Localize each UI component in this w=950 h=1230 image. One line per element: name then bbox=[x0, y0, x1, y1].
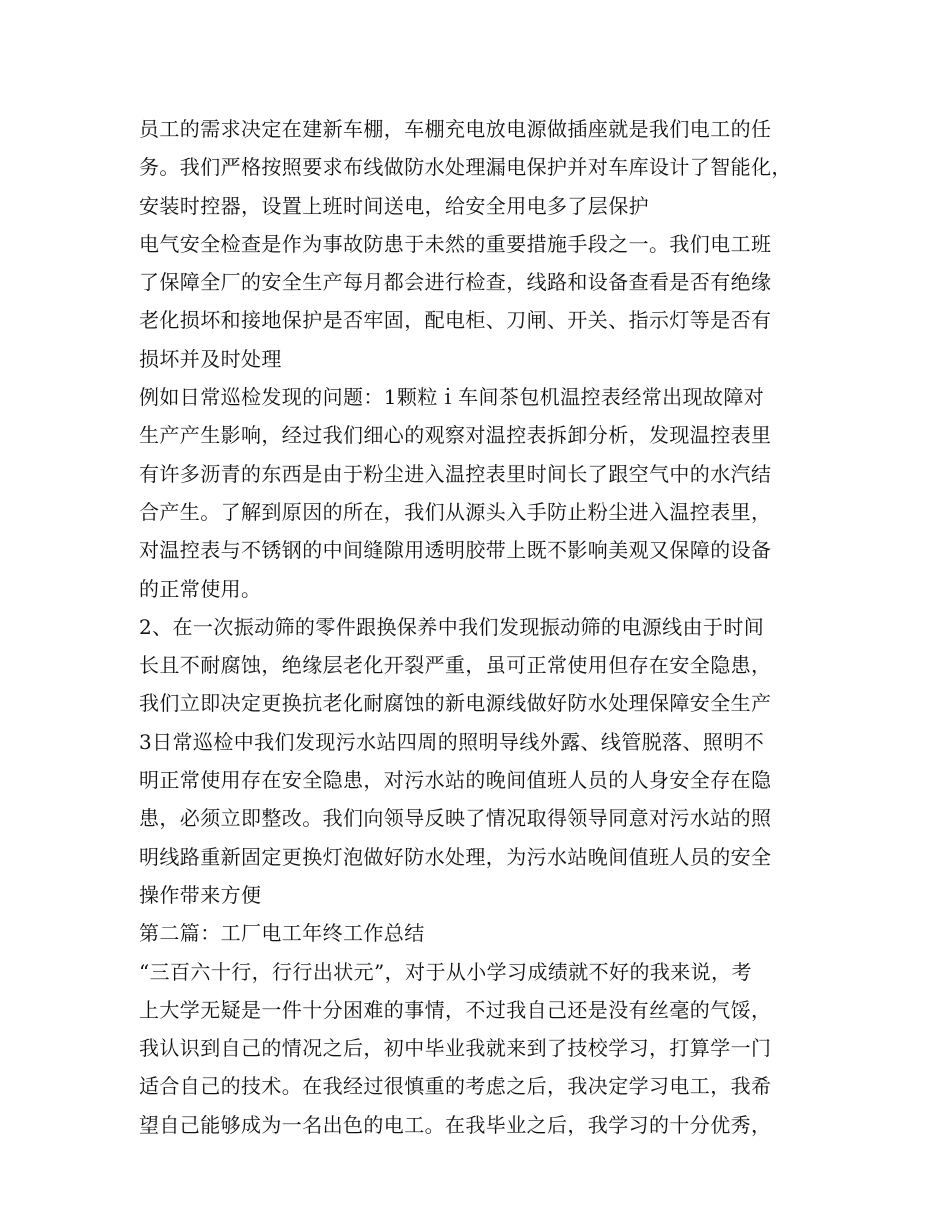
section-heading: 第二篇：工厂电工年终工作总结 bbox=[139, 921, 425, 946]
text-line: 适合自己的技术。在我经过很慎重的考虑之后，我决定学习电工，我希 bbox=[139, 1074, 772, 1099]
text-line: 员工的需求决定在建新车棚，车棚充电放电源做插座就是我们电工的任 bbox=[139, 117, 772, 141]
text-line: 电气安全检查是作为事故防患于未然的重要措施手段之一。我们电工班 bbox=[139, 231, 772, 256]
text-line: 有许多沥青的东西是由于粉尘进入温控表里时间长了跟空气中的水汽结 bbox=[139, 461, 772, 486]
document-body bbox=[139, 110, 839, 1144]
text-line: 务。我们严格按照要求布线做防水处理漏电保护并对车库设计了智能化， bbox=[139, 155, 792, 180]
text-line: “三百六十行，行行出状元”，对于从小学习成绩就不好的我来说，考 bbox=[139, 959, 752, 984]
text-line: 例如日常巡检发现的问题：1颗粒ｉ车间茶包机温控表经常出现故障对 bbox=[139, 385, 765, 410]
text-line: 明线路重新固定更换灯泡做好防水处理，为污水站晚间值班人员的安全 bbox=[139, 844, 772, 869]
text-line: 损坏并及时处理 bbox=[139, 346, 282, 371]
text-line: 了保障全厂的安全生产每月都会进行检查，线路和设备查看是否有绝缘 bbox=[139, 270, 772, 295]
text-line: 上大学无疑是一件十分困难的事情，不过我自己还是没有丝毫的气馁， bbox=[139, 997, 772, 1022]
text-line: 患，必须立即整改。我们向领导反映了情况取得领导同意对污水站的照 bbox=[139, 806, 772, 831]
text-line: 操作带来方便 bbox=[139, 882, 262, 907]
text-line: 生产产生影响，经过我们细心的观察对温控表拆卸分析，发现温控表里 bbox=[139, 423, 772, 448]
text-line: 长且不耐腐蚀，绝缘层老化开裂严重，虽可正常使用但存在安全隐患， bbox=[139, 653, 772, 678]
text-line: 的正常使用。 bbox=[139, 576, 262, 601]
text-line: 我认识到自己的情况之后，初中毕业我就来到了技校学习，打算学一门 bbox=[139, 1036, 772, 1061]
text-line: 2、在一次振动筛的零件跟换保养中我们发现振动筛的电源线由于时间 bbox=[139, 614, 765, 639]
text-line: 望自己能够成为一名出色的电工。在我毕业之后，我学习的十分优秀， bbox=[139, 1112, 772, 1137]
text-line: 3日常巡检中我们发现污水站四周的照明导线外露、线管脱落、照明不 bbox=[139, 729, 765, 754]
text-line: 明正常使用存在安全隐患，对污水站的晚间值班人员的人身安全存在隐 bbox=[139, 768, 772, 793]
text-line: 我们立即决定更换抗老化耐腐蚀的新电源线做好防水处理保障安全生产 bbox=[139, 691, 772, 716]
text-line: 合产生。了解到原因的所在，我们从源头入手防止粉尘进入温控表里， bbox=[139, 499, 772, 524]
text-line: 安装时控器，设置上班时间送电，给安全用电多了层保护 bbox=[139, 193, 649, 218]
text-line: 对温控表与不锈钢的中间缝隙用透明胶带上既不影响美观又保障的设备 bbox=[139, 538, 772, 563]
text-line: 老化损坏和接地保护是否牢固，配电柜、刀闸、开关、指示灯等是否有 bbox=[139, 308, 772, 333]
